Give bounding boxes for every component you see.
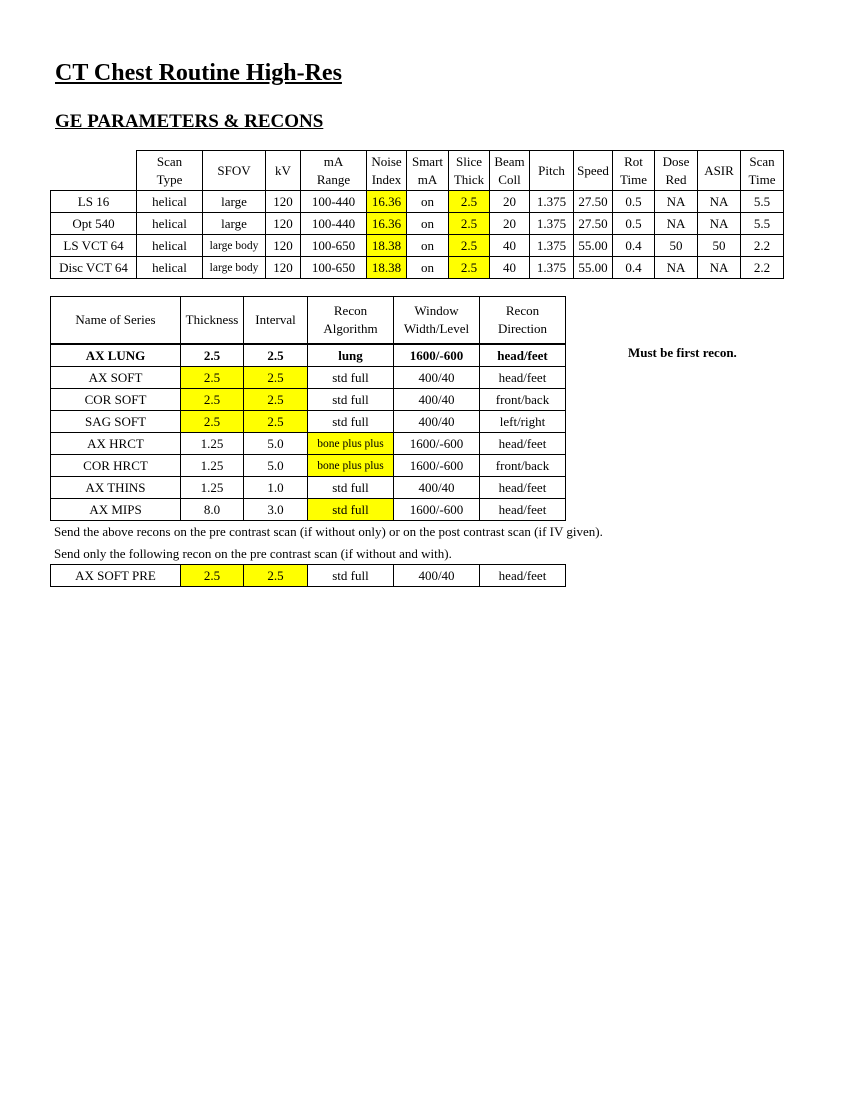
ma-range: 100-440 [301,191,367,213]
scan-type: helical [137,191,203,213]
interval: 2.5 [244,344,308,367]
window: 400/40 [394,565,480,587]
table-row [51,344,566,367]
window: 400/40 [394,367,480,389]
thickness: 1.25 [181,455,244,477]
direction: head/feet [480,367,566,389]
table-row [51,191,784,213]
direction: head/feet [480,565,566,587]
interval: 2.5 [244,565,308,587]
pitch: 1.375 [530,213,574,235]
algorithm: std full [308,367,394,389]
header-blank [51,151,137,191]
noise-index: 18.38 [367,235,407,257]
window: 400/40 [394,389,480,411]
algorithm: std full [308,389,394,411]
header-pitch: Pitch [530,151,574,191]
kv: 120 [266,235,301,257]
algorithm: std full [308,477,394,499]
table-row [51,565,566,587]
algorithm: bone plus plus [308,433,394,455]
header-rot-time: Rot Time [613,151,655,191]
beam-coll: 20 [490,213,530,235]
interval: 5.0 [244,455,308,477]
kv: 120 [266,257,301,279]
direction: head/feet [480,344,566,367]
smart-ma: on [407,257,449,279]
algorithm: std full [308,565,394,587]
dose-red: 50 [655,235,698,257]
series-name: SAG SOFT [51,411,181,433]
series-name: COR SOFT [51,389,181,411]
thickness: 2.5 [181,367,244,389]
direction: head/feet [480,499,566,521]
table-row [51,499,566,521]
scan-type: helical [137,213,203,235]
slice-thick: 2.5 [449,235,490,257]
scan-type: helical [137,235,203,257]
noise-index: 16.36 [367,213,407,235]
parameters-table [50,150,784,279]
beam-coll: 40 [490,257,530,279]
scanner-name: LS 16 [51,191,137,213]
rot-time: 0.4 [613,235,655,257]
send-instruction-2: Send only the following recon on the pre contrast scan (if without and with). [54,546,452,561]
algorithm: bone plus plus [308,455,394,477]
direction: head/feet [480,477,566,499]
thickness: 1.25 [181,477,244,499]
thickness: 2.5 [181,344,244,367]
table-row [51,367,566,389]
interval: 5.0 [244,433,308,455]
series-name: AX HRCT [51,433,181,455]
interval: 3.0 [244,499,308,521]
scan-time: 2.2 [741,235,784,257]
direction: left/right [480,411,566,433]
section-heading: GE PARAMETERS & RECONS [55,111,324,132]
header-asir: ASIR [698,151,741,191]
header-interval: Interval [244,297,308,345]
header-smart-ma: Smart mA [407,151,449,191]
thickness: 1.25 [181,433,244,455]
interval: 2.5 [244,389,308,411]
rot-time: 0.5 [613,213,655,235]
sfov: large body [203,235,266,257]
series-name: AX MIPS [51,499,181,521]
header-slice-thick: Slice Thick [449,151,490,191]
pitch: 1.375 [530,257,574,279]
table-row [51,411,566,433]
series-name: AX LUNG [51,344,181,367]
kv: 120 [266,213,301,235]
window: 1600/-600 [394,433,480,455]
dose-red: NA [655,257,698,279]
scanner-name: Disc VCT 64 [51,257,137,279]
series-name: AX SOFT [51,367,181,389]
window: 1600/-600 [394,499,480,521]
recons-header-row [51,297,566,345]
rot-time: 0.5 [613,191,655,213]
send-instruction-1: Send the above recons on the pre contrast scan (if without only) or on the post contrast scan (if IV given). [54,524,603,539]
asir: NA [698,257,741,279]
table-row [51,433,566,455]
pitch: 1.375 [530,235,574,257]
header-scan-time: Scan Time [741,151,784,191]
ma-range: 100-650 [301,257,367,279]
dose-red: NA [655,191,698,213]
header-sfov: SFOV [203,151,266,191]
interval: 2.5 [244,367,308,389]
thickness: 2.5 [181,411,244,433]
slice-thick: 2.5 [449,213,490,235]
pitch: 1.375 [530,191,574,213]
ma-range: 100-650 [301,235,367,257]
beam-coll: 40 [490,235,530,257]
scanner-name: Opt 540 [51,213,137,235]
parameters-header-row [51,151,784,191]
asir: 50 [698,235,741,257]
table-row [51,257,784,279]
header-beam-coll: Beam Coll [490,151,530,191]
interval: 2.5 [244,411,308,433]
first-recon-note: Must be first recon. [628,345,737,360]
interval: 1.0 [244,477,308,499]
page-title: CT Chest Routine High-Res [55,60,342,86]
table-row [51,477,566,499]
thickness: 8.0 [181,499,244,521]
sfov: large [203,191,266,213]
recons-table [50,296,566,521]
header-series-name: Name of Series [51,297,181,345]
algorithm: std full [308,411,394,433]
algorithm: lung [308,344,394,367]
scan-time: 5.5 [741,191,784,213]
header-dose-red: Dose Red [655,151,698,191]
scanner-name: LS VCT 64 [51,235,137,257]
table-row [51,235,784,257]
header-noise-index: Noise Index [367,151,407,191]
header-scan-type: Scan Type [137,151,203,191]
header-ma-range: mA Range [301,151,367,191]
pre-contrast-table [50,564,566,587]
slice-thick: 2.5 [449,257,490,279]
window: 400/40 [394,411,480,433]
ma-range: 100-440 [301,213,367,235]
header-speed: Speed [574,151,613,191]
window: 1600/-600 [394,344,480,367]
speed: 27.50 [574,213,613,235]
smart-ma: on [407,213,449,235]
header-window: Window Width/Level [394,297,480,345]
asir: NA [698,191,741,213]
series-name: COR HRCT [51,455,181,477]
smart-ma: on [407,191,449,213]
direction: front/back [480,389,566,411]
rot-time: 0.4 [613,257,655,279]
window: 400/40 [394,477,480,499]
speed: 55.00 [574,257,613,279]
window: 1600/-600 [394,455,480,477]
direction: front/back [480,455,566,477]
direction: head/feet [480,433,566,455]
scan-time: 5.5 [741,213,784,235]
table-row [51,213,784,235]
beam-coll: 20 [490,191,530,213]
series-name: AX THINS [51,477,181,499]
thickness: 2.5 [181,389,244,411]
asir: NA [698,213,741,235]
algorithm: std full [308,499,394,521]
noise-index: 16.36 [367,191,407,213]
header-recon-direction: Recon Direction [480,297,566,345]
header-kv: kV [266,151,301,191]
slice-thick: 2.5 [449,191,490,213]
table-row [51,455,566,477]
smart-ma: on [407,235,449,257]
speed: 55.00 [574,235,613,257]
kv: 120 [266,191,301,213]
header-thickness: Thickness [181,297,244,345]
speed: 27.50 [574,191,613,213]
series-name: AX SOFT PRE [51,565,181,587]
scan-time: 2.2 [741,257,784,279]
sfov: large body [203,257,266,279]
header-recon-algorithm: Recon Algorithm [308,297,394,345]
scan-type: helical [137,257,203,279]
dose-red: NA [655,213,698,235]
thickness: 2.5 [181,565,244,587]
table-row [51,389,566,411]
noise-index: 18.38 [367,257,407,279]
sfov: large [203,213,266,235]
